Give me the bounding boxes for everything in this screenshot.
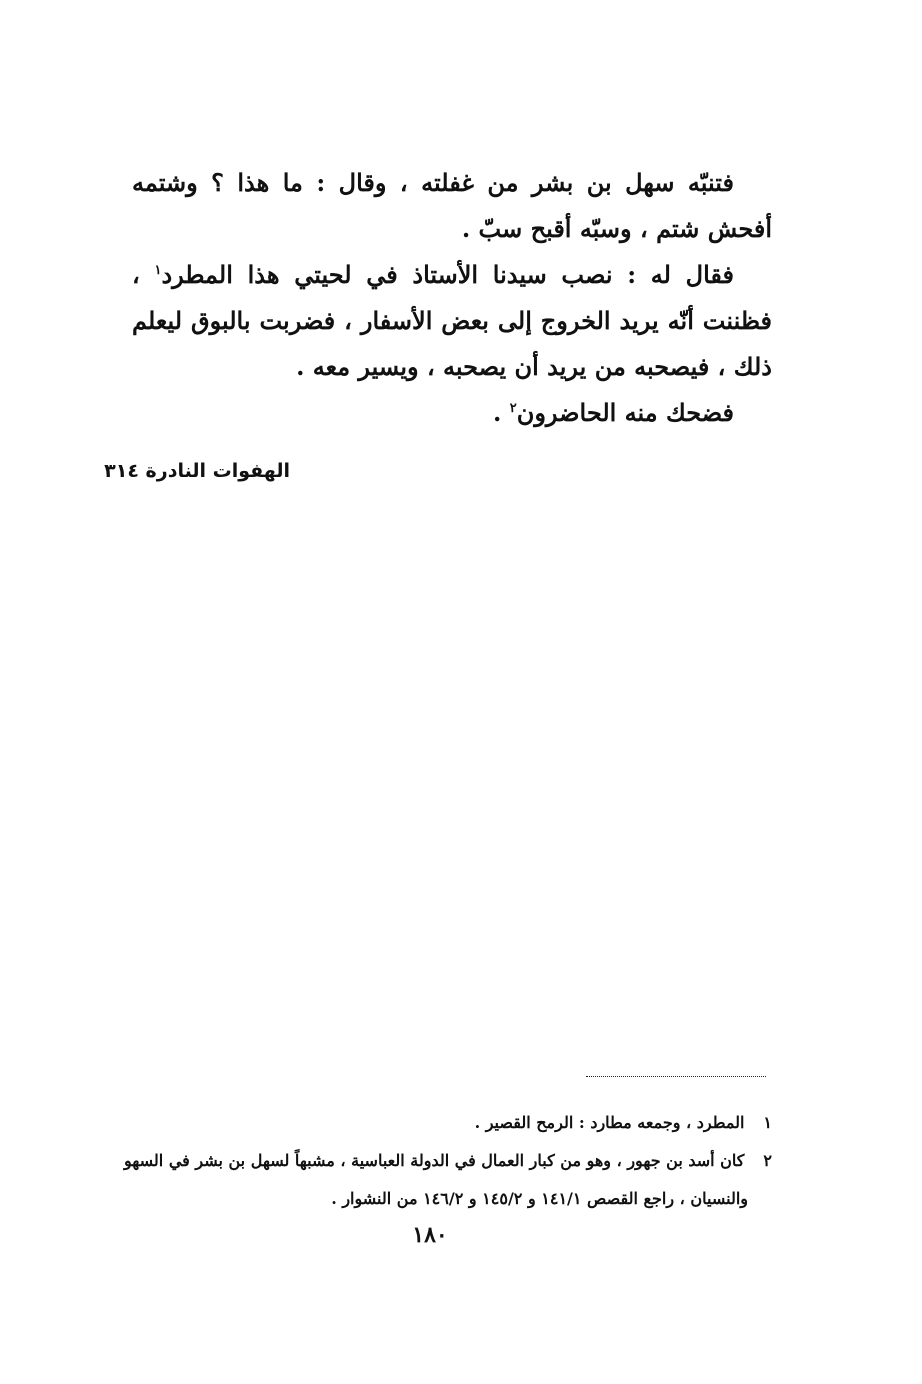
paragraph-text: ، فظننت أنّه يريد الخروج إلى بعض الأسفار ، فضربت بالبوق ليعلم ذلك ، فيصحبه من يريد أن يصحبه ، ويسير معه . xyxy=(132,260,772,381)
footnote-item xyxy=(92,1104,772,1142)
paragraph-text: فقال له : نصب سيدنا الأستاذ في لحيتي هذا المطرد xyxy=(161,260,734,289)
page-number: ١٨٠ xyxy=(412,1222,448,1248)
footnote-text: والنسيان ، راجع القصص ١٤١/١ و ١٤٥/٢ و ١٤٦/٢ من النشوار . xyxy=(331,1189,748,1208)
paragraph-end: . xyxy=(492,398,502,427)
footnote-text: المطرد ، وجمعه مطارد : الرمح القصير . xyxy=(474,1113,745,1132)
footnote-reference[interactable]: ٢ xyxy=(509,401,517,416)
paragraph-text: فتنبّه سهل بن بشر من غفلته ، وقال : ما هذا ؟ وشتمه أفحش شتم ، وسبّه أقبح سبّ . xyxy=(132,168,772,243)
footnote-text: كان أسد بن جهور ، وهو من كبار العمال في الدولة العباسية ، مشبهاً لسهل بن بشر في السهو xyxy=(124,1151,745,1170)
footnote-number: ٢ xyxy=(763,1151,772,1170)
footnote-number: ١ xyxy=(763,1113,772,1132)
footnotes xyxy=(92,1104,772,1218)
footnote-divider xyxy=(586,1076,766,1077)
paragraph xyxy=(132,390,772,436)
paragraph xyxy=(132,160,772,252)
main-text xyxy=(132,160,772,436)
paragraph xyxy=(132,252,772,390)
footnote-reference[interactable]: ١ xyxy=(154,263,162,278)
section-heading: الهفوات النادرة ٣١٤ xyxy=(104,460,290,482)
paragraph-text: فضحك منه الحاضرون xyxy=(516,398,734,427)
footnote-continuation xyxy=(92,1180,772,1218)
footnote-item xyxy=(92,1142,772,1180)
